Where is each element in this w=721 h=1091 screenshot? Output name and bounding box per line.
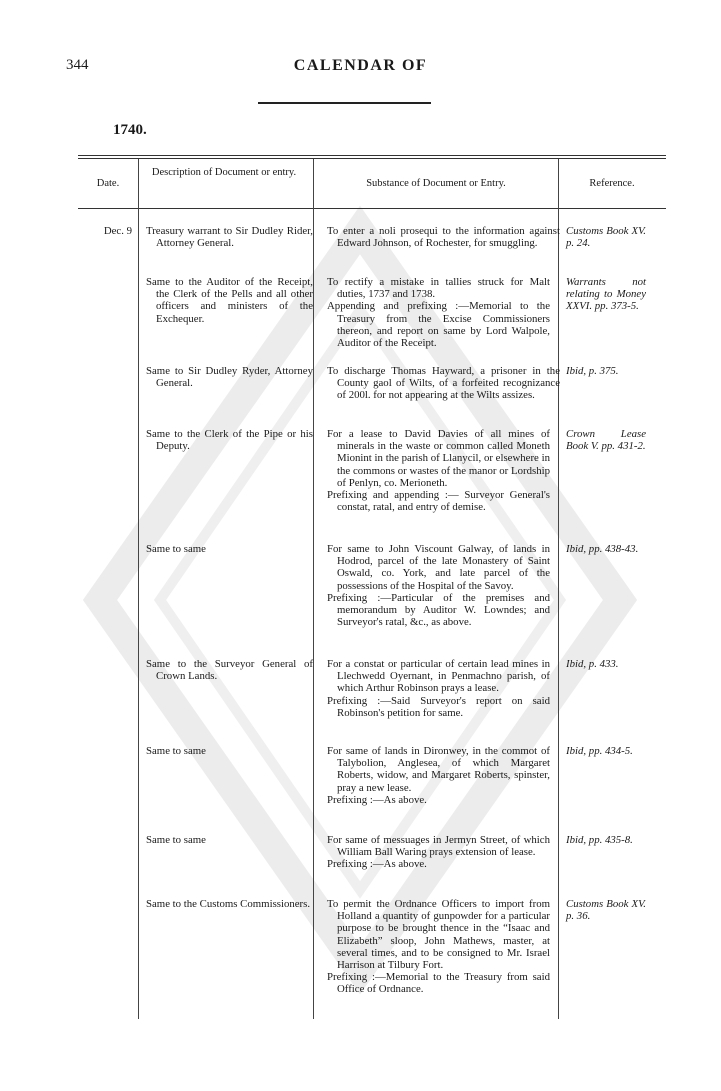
table-top-rule [78, 155, 666, 156]
row-description: Same to the Customs Commissioners. [146, 898, 311, 910]
row-reference: Warrants not relating to Money XXVI. pp. 373-5. [566, 276, 646, 313]
page-number: 344 [66, 57, 89, 73]
row-substance-block [327, 658, 550, 719]
row-substance: To discharge Thomas Hayward, a prisoner in the County gaol of Wilts, of a forfeited recognizance of 200l. for not appearing at the Wilts assizes. [327, 365, 560, 402]
row-reference: Crown Lease Book V. pp. 431-2. [566, 428, 646, 453]
row-substance: For same to John Viscount Galway, of lands in Hodrod, parcel of the late Monastery of Saint Oswald, co. York, and late parcel of the possessions of the Hospital of the Savoy. [327, 543, 550, 592]
table-header-rule [78, 208, 666, 209]
header-date: Date. [96, 178, 120, 189]
row-reference: Ibid, pp. 434-5. [566, 745, 633, 757]
header-reference: Reference. [589, 178, 635, 189]
row-reference: Customs Book XV. p. 24. [566, 225, 646, 250]
row-substance-note: Prefixing :—Said Surveyor's report on said Robinson's petition for same. [327, 694, 550, 719]
row-substance-block [327, 428, 550, 513]
row-substance-note: Prefixing :—Memorial to the Treasury from said Office of Ordnance. [327, 971, 550, 996]
column-divider [558, 159, 559, 1019]
row-reference: Ibid, pp. 438-43. [566, 543, 639, 555]
row-substance-note: Prefixing :—As above. [327, 858, 427, 871]
column-divider [138, 159, 139, 1019]
row-substance: To rectify a mistake in tallies struck for Malt duties, 1737 and 1738. [327, 276, 550, 301]
row-description: Treasury warrant to Sir Dudley Rider, Attorney General. [146, 225, 313, 250]
row-substance-block [327, 834, 550, 871]
row-description: Same to the Surveyor General of Crown Lands. [146, 658, 313, 683]
entry-date: Dec. 9 [103, 225, 132, 237]
row-substance-block [327, 898, 550, 996]
row-description: Same to same [146, 543, 206, 555]
row-substance-note: Prefixing :—As above. [327, 793, 427, 806]
row-substance: To permit the Ordnance Officers to import from Holland a quantity of gunpowder for a particular purpose to be brought thence in the “Isaac and Elizabeth” sloop, John Mathews, master, at several times, and to be consigned to Mr. Israel Harrison at Tilbury Fort. [327, 898, 550, 972]
row-substance-block [327, 745, 550, 806]
row-description: Same to the Auditor of the Receipt, the Clerk of the Pells and all other officers and ministers of the Exchequer. [146, 276, 313, 325]
row-substance: For same of messuages in Jermyn Street, of which William Ball Waring prays extension of lease. [327, 834, 550, 859]
row-substance-note: Prefixing :—Particular of the premises and memorandum by Auditor W. Lowndes; and Surveyor's ratal, &c., as above. [327, 591, 550, 629]
row-substance: For a constat or particular of certain lead mines in Llechwedd Oyernant, in Penmachno parish, of which Arthur Robinson prays a lease. [327, 658, 550, 695]
row-reference: Customs Book XV. p. 36. [566, 898, 646, 923]
row-substance: For a lease to David Davies of all mines of minerals in the waste or common called Moneth Mionint in the parish of Llanycil, or elsewhere in the commons or wastes of the manor or Lordship of Penlyn, co. Merioneth. [327, 428, 550, 489]
row-substance-block [327, 543, 550, 628]
row-description: Same to the Clerk of the Pipe or his Deputy. [146, 428, 313, 453]
row-substance: For same of lands in Dironwey, in the commot of Talybolion, Anglesea, of which Margaret Roberts, widow, and Margaret Roberts, spinster, pray a new lease. [327, 745, 550, 794]
header-description: Description of Document or entry. [151, 167, 297, 178]
row-reference: Ibid, p. 433. [566, 658, 619, 670]
column-divider [313, 159, 314, 1019]
row-reference: Ibid, p. 375. [566, 365, 619, 377]
row-description: Same to same [146, 834, 206, 846]
row-description: Same to Sir Dudley Ryder, Attorney General. [146, 365, 313, 390]
row-substance: To enter a noli prosequi to the information against Edward Johnson, of Rochester, for smuggling. [327, 225, 560, 250]
row-substance-note: Appending and prefixing :—Memorial to the Treasury from the Excise Commissioners thereon, and report on same by Lord Walpole, Auditor of the Receipt. [327, 300, 550, 350]
header-rule [258, 102, 431, 104]
header-substance: Substance of Document or Entry. [366, 178, 506, 189]
row-reference: Ibid, pp. 435-8. [566, 834, 633, 846]
running-head: CALENDAR OF [293, 57, 428, 74]
row-substance-note: Prefixing and appending :— Surveyor General's constat, ratal, and entry of demise. [327, 489, 550, 514]
row-description: Same to same [146, 745, 206, 757]
table-top-rule-double [78, 158, 666, 159]
row-substance-block [327, 276, 550, 349]
year-heading: 1740. [113, 122, 147, 138]
